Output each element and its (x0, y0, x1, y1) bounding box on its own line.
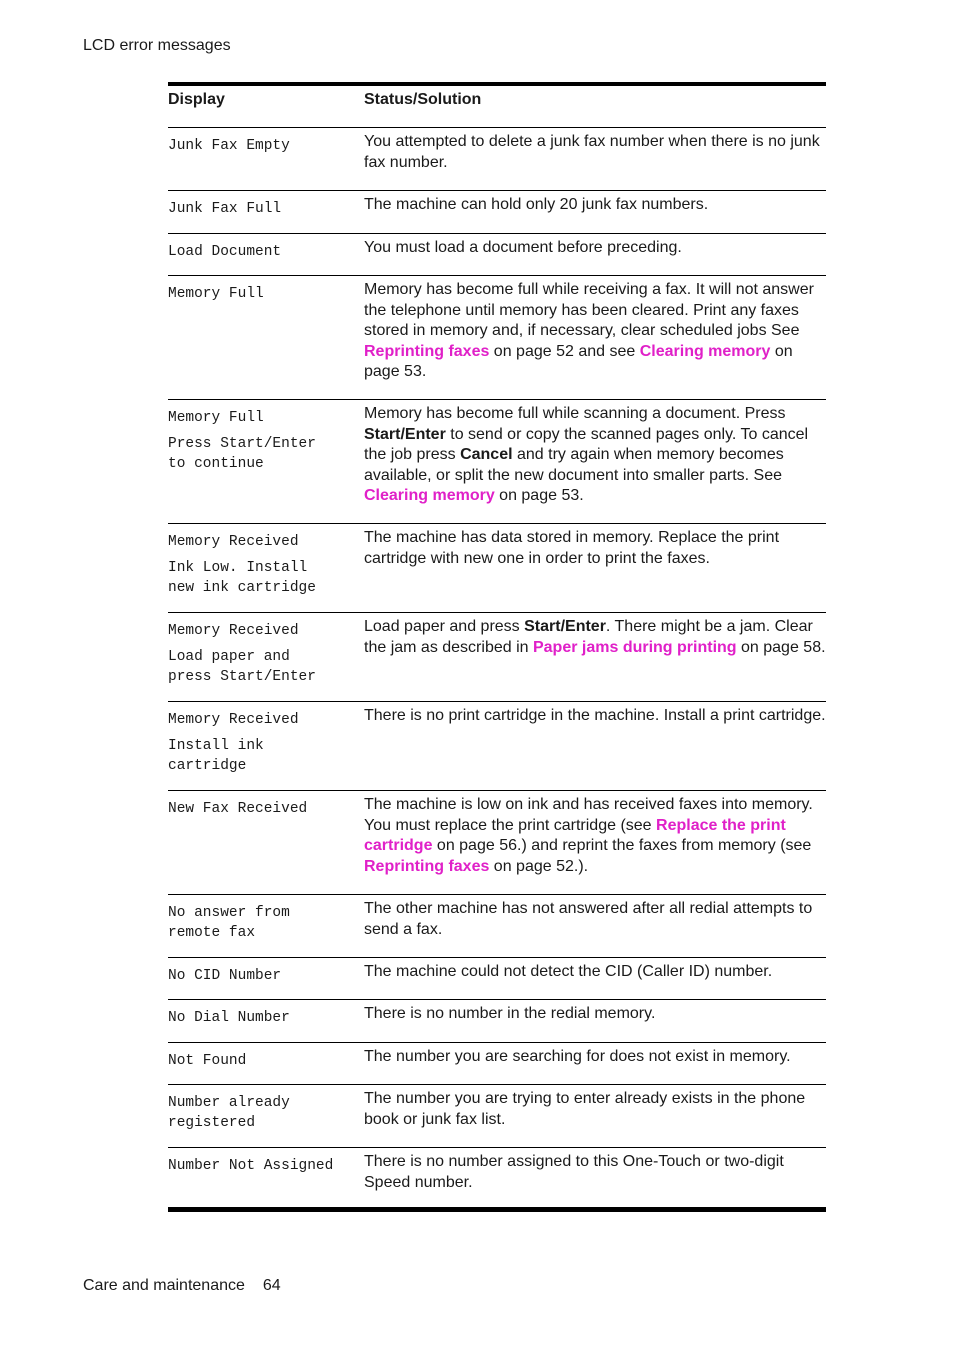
status-text: on page 53. (364, 342, 793, 380)
table-row (168, 1000, 826, 1043)
display-line: Install ink (168, 738, 264, 754)
status-text: Load paper and press (364, 618, 525, 635)
column-header-display: Display (168, 91, 225, 108)
status-text: on page 52 and see (489, 342, 640, 360)
display-cell (168, 958, 364, 999)
table-header-row (168, 86, 826, 128)
status-text: on page 58. (736, 638, 826, 656)
lcd-error-table (168, 82, 826, 1212)
status-cell (364, 276, 826, 399)
table-row (168, 1085, 826, 1148)
status-cell: You attempted to delete a junk fax number when there is no junk fax number. (364, 133, 820, 171)
display-line: Number already (168, 1095, 290, 1111)
display-line: Number Not Assigned (168, 1158, 334, 1174)
table-row (168, 400, 826, 524)
display-line: Junk Fax Full (168, 201, 282, 217)
display-cell (168, 791, 364, 894)
status-cell: The machine can hold only 20 junk fax numbers. (364, 196, 709, 213)
table-row (168, 702, 826, 791)
link-reprinting-faxes[interactable]: Reprinting faxes (364, 857, 490, 875)
status-text: and try again when memory becomes available, or split the new document into smaller parts. See (364, 446, 784, 484)
status-cell (364, 613, 826, 701)
status-text: . There might be a jam. Clear the jam as described in (364, 618, 813, 656)
display-line: cartridge (168, 758, 247, 774)
status-text: on page 53. (494, 487, 584, 504)
display-line: No answer from (168, 905, 290, 921)
table-row (168, 276, 826, 400)
display-cell (168, 191, 364, 233)
key-label-start-enter: Start/Enter (524, 618, 606, 635)
table-row (168, 791, 826, 895)
status-text: Memory has become full while receiving a fax. It will not answer the telephone until memory has been cleared. Print any faxes stored in memory and, if necessary, clear scheduled jobs See (364, 281, 814, 339)
display-line: remote fax (168, 925, 256, 941)
display-cell (168, 276, 364, 399)
display-line: No Dial Number (168, 1010, 290, 1026)
display-line: registered (168, 1115, 256, 1131)
status-cell (364, 791, 826, 894)
table-row (168, 524, 826, 613)
display-cell (168, 524, 364, 612)
table-row (168, 895, 826, 958)
status-text: to send or copy the scanned pages only. To cancel the job press (364, 425, 809, 463)
display-cell (168, 702, 364, 790)
status-cell: The other machine has not answered after all redial attempts to send a fax. (364, 900, 813, 938)
link-clearing-memory[interactable]: Clearing memory (364, 487, 495, 504)
status-cell: You must load a document before preceding. (364, 239, 682, 256)
table-bottom-rule (168, 1208, 826, 1212)
status-text: Memory has become full while scanning a document. Press (364, 405, 786, 422)
display-line: new ink cartridge (168, 580, 316, 596)
table-row (168, 191, 826, 234)
status-text: on page 56.) and reprint the faxes from memory (see (432, 837, 812, 854)
table-row (168, 234, 826, 276)
status-cell: There is no print cartridge in the machine. Install a print cartridge. (364, 707, 826, 724)
status-cell: The number you are trying to enter already exists in the phone book or junk fax list. (364, 1090, 806, 1128)
display-cell (168, 895, 364, 957)
display-line: Memory Full (168, 286, 264, 302)
display-line: Load Document (168, 244, 282, 260)
link-paper-jams[interactable]: Paper jams during printing (532, 638, 737, 656)
footer-section: Care and maintenance (83, 1277, 245, 1294)
page-footer (83, 1277, 281, 1295)
column-header-status: Status/Solution (364, 91, 482, 108)
status-cell (364, 400, 826, 523)
link-reprinting-faxes[interactable]: Reprinting faxes (364, 342, 490, 360)
display-line: to continue (168, 456, 264, 472)
display-cell (168, 400, 364, 523)
key-label-start-enter: Start/Enter (364, 425, 446, 443)
table-row (168, 1148, 826, 1208)
display-line: Ink Low. Install (168, 560, 308, 576)
display-cell (168, 1148, 364, 1207)
status-text: The machine is low on ink and has received faxes into memory. You must replace the print cartridge (see (364, 796, 813, 834)
status-text: on page 52.). (489, 857, 589, 875)
table-row (168, 958, 826, 1000)
link-clearing-memory[interactable]: Clearing memory (639, 342, 771, 360)
display-cell (168, 234, 364, 275)
table-row (168, 613, 826, 702)
table-row (168, 128, 826, 191)
display-cell (168, 1000, 364, 1042)
key-label-cancel: Cancel (460, 446, 513, 463)
status-cell: The number you are searching for does not exist in memory. (364, 1048, 791, 1065)
display-cell (168, 1043, 364, 1084)
display-cell (168, 128, 364, 190)
display-line: New Fax Received (168, 801, 308, 817)
display-line: Junk Fax Empty (168, 138, 290, 154)
display-cell (168, 1085, 364, 1147)
display-line: Memory Received (168, 623, 299, 639)
display-line: Memory Received (168, 534, 299, 550)
status-cell: The machine has data stored in memory. Replace the print cartridge with new one in order to print the faxes. (364, 529, 780, 567)
display-line: No CID Number (168, 968, 282, 984)
display-line: Load paper and (168, 649, 290, 665)
status-cell: There is no number in the redial memory. (364, 1005, 656, 1022)
status-cell: The machine could not detect the CID (Caller ID) number. (364, 963, 773, 980)
page-number: 64 (262, 1277, 281, 1294)
display-line: Memory Full (168, 410, 264, 426)
display-line: Press Start/Enter (168, 436, 316, 452)
display-cell (168, 613, 364, 701)
link-replace-print-cartridge[interactable]: Replace the print cartridge (364, 816, 786, 854)
status-cell: There is no number assigned to this One-Touch or two-digit Speed number. (364, 1153, 784, 1191)
table-row (168, 1043, 826, 1085)
display-line: Not Found (168, 1053, 247, 1069)
display-line: press Start/Enter (168, 669, 316, 685)
page-header: LCD error messages (83, 37, 231, 54)
display-line: Memory Received (168, 712, 299, 728)
